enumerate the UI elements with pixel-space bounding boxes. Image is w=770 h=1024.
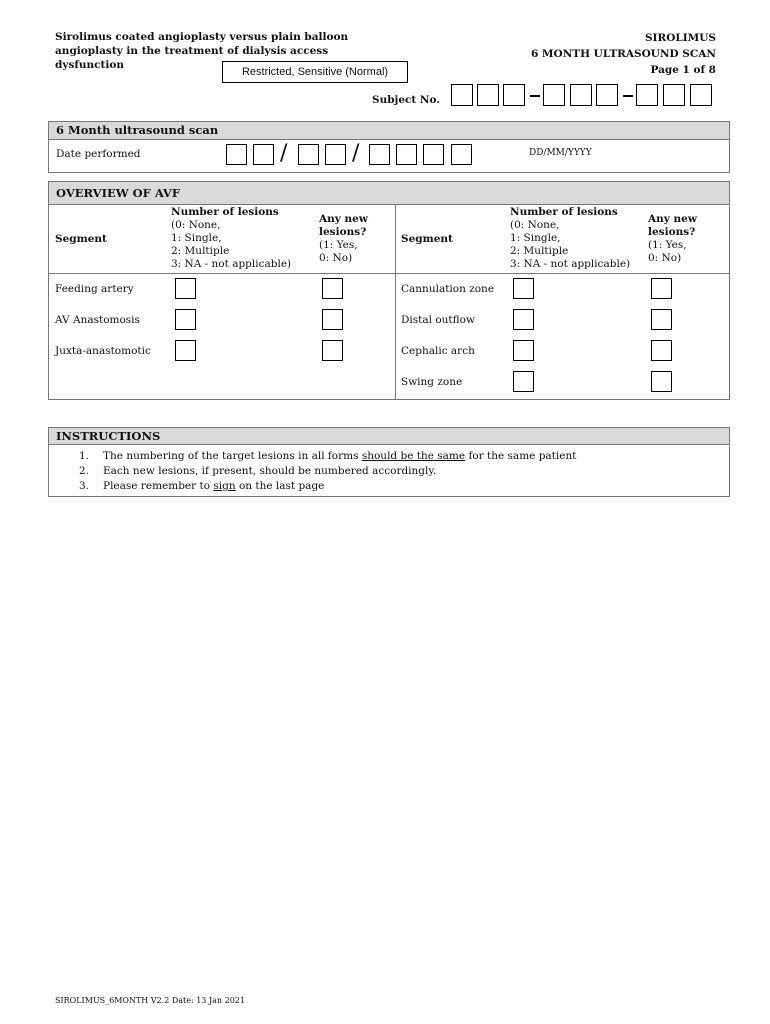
lesions-header-left [171,206,291,271]
subject-digit-box[interactable] [503,84,525,106]
date-digit-box[interactable] [226,144,247,165]
instruction-number: 3. [79,480,90,492]
form-name: 6 MONTH ULTRASOUND SCAN [530,48,716,60]
instruction-item [49,449,729,464]
new-lesions-header-right [648,213,697,265]
subject-digit-box[interactable] [477,84,499,106]
date-separator: / [352,141,360,166]
instruction-text: for the same patient [465,450,577,462]
avf-section-title: OVERVIEW OF AVF [49,182,729,205]
lesions-count-box[interactable] [175,309,196,330]
new-lesions-title: Any new [319,213,368,225]
document-footer: SIROLIMUS_6MONTH V2.2 Date: 13 Jan 2021 [55,996,245,1005]
subject-digit-box[interactable] [570,84,592,106]
instruction-emphasis: should be the same [361,450,466,462]
lesions-option: (0: None, [171,219,221,231]
lesions-header-right [510,206,630,271]
lesions-option: 3: NA - not applicable) [171,258,292,270]
classification-label: Restricted, Sensitive (Normal) [222,61,408,83]
subject-digit-box[interactable] [451,84,473,106]
new-lesions-title: Any new [648,213,697,225]
lesions-count-box[interactable] [513,309,534,330]
date-digit-box[interactable] [369,144,390,165]
segment-swing-zone: Swing zone [401,376,463,388]
new-lesions-box[interactable] [322,278,343,299]
scan-section-title: 6 Month ultrasound scan [49,122,729,140]
date-digit-box[interactable] [451,144,472,165]
lesions-header-title: Number of lesions [510,206,618,218]
lesions-option: 1: Single, [171,232,222,244]
new-lesions-box[interactable] [651,340,672,361]
header-divider [49,273,729,274]
new-lesions-option: (1: Yes, [648,239,687,251]
date-separator: / [280,141,288,166]
new-lesions-option: 0: No) [319,252,353,264]
new-lesions-box[interactable] [322,340,343,361]
new-lesions-title: lesions? [648,226,696,238]
separator-dash [530,95,540,97]
instructions-list [49,449,729,494]
subject-digit-box[interactable] [543,84,565,106]
segment-header-left: Segment [55,233,107,245]
lesions-count-box[interactable] [513,340,534,361]
segment-av-anastomosis: AV Anastomosis [55,314,140,326]
segment-feeding-artery: Feeding artery [55,283,134,295]
study-title: Sirolimus coated angioplasty versus plain balloon angioplasty in the treatment of dialysis access dysfunction [55,31,349,71]
new-lesions-box[interactable] [651,278,672,299]
date-digit-box[interactable] [298,144,319,165]
segment-cephalic-arch: Cephalic arch [401,345,475,357]
date-digit-box[interactable] [396,144,417,165]
study-name: SIROLIMUS [644,32,716,44]
segment-juxta-anastomotic: Juxta-anastomotic [55,345,151,357]
lesions-header-title: Number of lesions [171,206,279,218]
lesions-option: 2: Multiple [171,245,230,257]
form-header [531,30,716,78]
instruction-item [49,479,729,494]
new-lesions-box[interactable] [651,309,672,330]
lesions-option: 3: NA - not applicable) [510,258,631,270]
lesions-count-box[interactable] [175,278,196,299]
subject-digit-box[interactable] [663,84,685,106]
lesions-option: 1: Single, [510,232,561,244]
segment-cannulation-zone: Cannulation zone [401,283,495,295]
date-digit-box[interactable] [253,144,274,165]
subject-digit-box[interactable] [596,84,618,106]
segment-header-right: Segment [401,233,453,245]
instruction-number: 1. [79,450,90,462]
instruction-emphasis: sign [213,480,236,492]
new-lesions-box[interactable] [651,371,672,392]
date-performed-label: Date performed [56,148,141,160]
new-lesions-header-left [319,213,368,265]
instruction-text: on the last page [235,480,325,492]
page-number: Page 1 of 8 [650,64,716,76]
date-digit-box[interactable] [423,144,444,165]
lesions-option: 2: Multiple [510,245,569,257]
instruction-item [49,464,729,479]
instruction-number: 2. [79,465,90,477]
lesions-option: (0: None, [510,219,560,231]
new-lesions-box[interactable] [322,309,343,330]
new-lesions-option: 0: No) [648,252,682,264]
subject-number-label: Subject No. [372,94,441,106]
lesions-count-box[interactable] [513,371,534,392]
instruction-text: Each new lesions, if present, should be numbered accordingly. [103,465,437,477]
instruction-text: The numbering of the target lesions in all forms [103,450,362,462]
instruction-text: Please remember to [103,480,214,492]
lesions-count-box[interactable] [175,340,196,361]
date-format-hint: DD/MM/YYYY [529,148,592,158]
lesions-count-box[interactable] [513,278,534,299]
column-divider [395,204,396,400]
subject-digit-box[interactable] [690,84,712,106]
segment-distal-outflow: Distal outflow [401,314,475,326]
new-lesions-title: lesions? [319,226,367,238]
instructions-title: INSTRUCTIONS [49,428,729,445]
subject-digit-box[interactable] [636,84,658,106]
separator-dash [623,95,633,97]
instructions-panel [48,427,730,497]
new-lesions-option: (1: Yes, [319,239,358,251]
date-digit-box[interactable] [325,144,346,165]
